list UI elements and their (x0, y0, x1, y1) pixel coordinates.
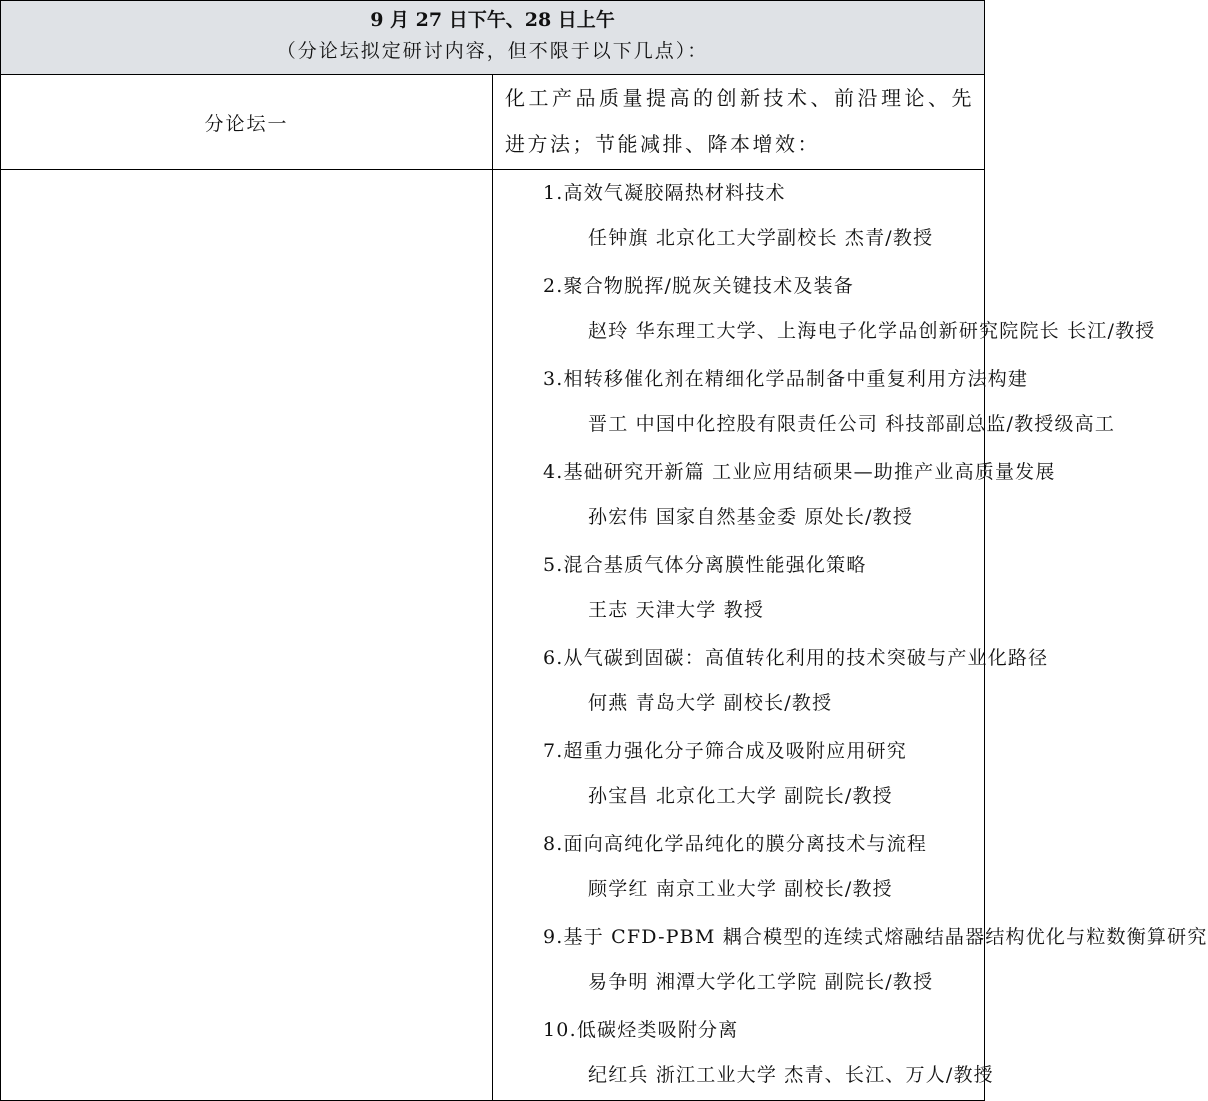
talk-title: 1.高效气凝胶隔热材料技术 (543, 182, 786, 204)
list-item (493, 821, 984, 914)
list-item (493, 914, 1208, 1007)
talk-title: 10.低碳烃类吸附分离 (543, 1019, 739, 1041)
forum-topic: 化工产品质量提高的创新技术、前沿理论、先进方法；节能减排、降本增效： (493, 75, 985, 170)
list-item (493, 170, 984, 263)
talk-title: 7.超重力强化分子筛合成及吸附应用研究 (543, 740, 907, 762)
talk-speaker: 何燕 青岛大学 副校长/教授 (588, 692, 833, 714)
forum-label: 分论坛一 (1, 75, 493, 170)
talk-speaker: 纪红兵 浙江工业大学 杰青、长江、万人/教授 (588, 1064, 994, 1086)
talks-row (1, 170, 985, 1101)
talk-title: 3.相转移催化剂在精细化学品制备中重复利用方法构建 (543, 368, 1029, 390)
list-item (493, 1007, 994, 1100)
talk-speaker: 晋工 中国中化控股有限责任公司 科技部副总监/教授级高工 (588, 413, 1116, 435)
talk-title: 6.从气碳到固碳：高值转化利用的技术突破与产业化路径 (543, 647, 1049, 669)
schedule-date: 9 月 27 日下午、28 日上午 (370, 9, 615, 31)
talk-title: 2.聚合物脱挥/脱灰关键技术及装备 (543, 275, 854, 297)
header-row (1, 1, 985, 75)
talk-speaker: 王志 天津大学 教授 (588, 599, 765, 621)
talk-speaker: 易争明 湘潭大学化工学院 副院长/教授 (588, 971, 934, 993)
talk-title: 5.混合基质气体分离膜性能强化策略 (543, 554, 867, 576)
talk-speaker: 顾学红 南京工业大学 副校长/教授 (588, 878, 893, 900)
talk-title: 8.面向高纯化学品纯化的膜分离技术与流程 (543, 833, 928, 855)
list-item (493, 449, 1056, 542)
talk-speaker: 赵玲 华东理工大学、上海电子化学品创新研究院院长 长江/教授 (588, 320, 1156, 342)
schedule-note: （分论坛拟定研讨内容，但不限于以下几点）： (276, 40, 709, 62)
topic-row (1, 75, 985, 170)
talk-speaker: 孙宝昌 北京化工大学 副院长/教授 (588, 785, 893, 807)
schedule-header (1, 1, 985, 75)
talk-speaker: 任钟旗 北京化工大学副校长 杰青/教授 (588, 227, 934, 249)
talk-list (493, 170, 1208, 1101)
talk-speaker: 孙宏伟 国家自然基金委 原处长/教授 (588, 506, 914, 528)
list-item (493, 542, 984, 635)
list-item (493, 356, 1116, 449)
empty-label-cell (1, 170, 493, 1101)
list-item (493, 635, 1049, 728)
talk-title: 9.基于 CFD-PBM 耦合模型的连续式熔融结晶器结构优化与粒数衡算研究 (543, 926, 1208, 948)
list-item (493, 263, 1156, 356)
list-item (493, 728, 984, 821)
talk-title: 4.基础研究开新篇 工业应用结硕果—助推产业高质量发展 (543, 461, 1056, 483)
